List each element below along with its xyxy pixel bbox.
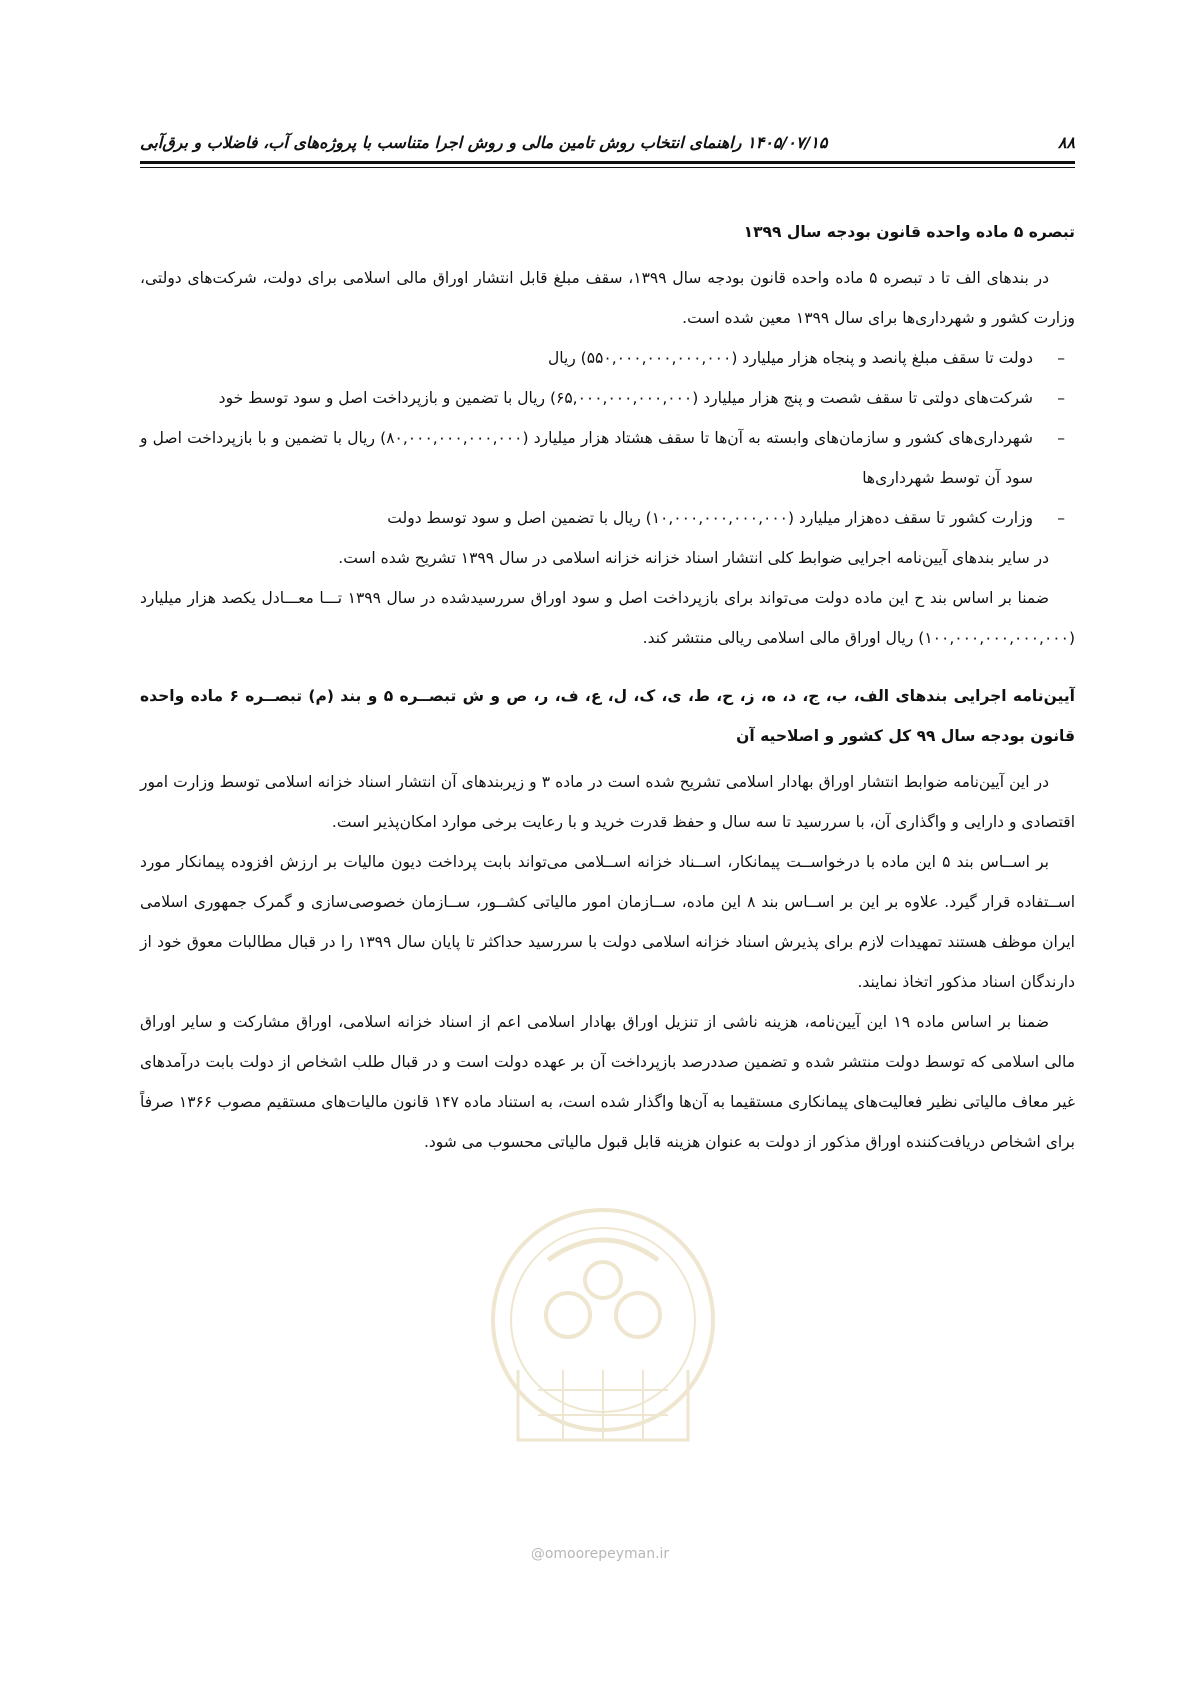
section2-paragraph-2: بر اســاس بند ۵ این ماده با درخواســت پیمانکار، اســناد خزانه اســلامی می‌تواند بابت پرداخت دیون مالیات بر ارزش افزوده پیمانکار مورد اســتفاده قرار گیرد. علاوه بر این بر اســاس بند ۸ این ماده، ســازمان امور مالیاتی کشــور، ســازمان خصوصی‌سازی و گمرک جمهوری اسلامی ایران موظف هستند تمهیدات لازم برای پذیرش اسناد خزانه اسلامی دولت با سررسید حداکثر تا پایان سال ۱۳۹۹ را در قبال مطالبات معوق خود از دارندگان اسناد مذکور اتخاذ نمایند. (140, 853, 1076, 991)
watermark-seal-icon (478, 1200, 728, 1500)
section2-paragraph-3: ضمنا بر اساس ماده ۱۹ این آیین‌نامه، هزینه ناشی از تنزیل اوراق بهادار اسلامی اعم از اسناد خزانه اسلامی، اوراق مشارکت و سایر اوراق مالی اسلامی که توسط دولت منتشر شده و تضمین صددرصد بازپرداخت آن بر عهده دولت است و در قبال طلب اشخاص از دولت بابت درآمدهای غیر معاف مالیاتی نظیر فعالیت‌های پیمانکاری مستقیما به آن‌ها واگذار شده است، به استناد ماده ۱۴۷ قانون مالیات‌های مستقیم مصوب ۱۳۶۶ صرفاً برای اشخاص دریافت‌کننده اوراق مذکور از دولت به عنوان هزینه قابل قبول مالیاتی محسوب می شود. (140, 1013, 1075, 1151)
section2-paragraph-1: در این آیین‌نامه ضوابط انتشار اوراق بهادار اسلامی تشریح شده است در ماده ۳ و زیربندهای آن انتشار اسناد خزانه اسلامی توسط وزارت امور اقتصادی و دارایی و واگذاری آن، با سررسید تا سه سال و حفظ قدرت خرید و با رعایت برخی موارد امکان‌پذیر است. (140, 773, 1075, 831)
page-header (140, 128, 1075, 156)
list-item (140, 418, 1075, 498)
section-heading-budget-note-5: تبصره ۵ ماده واحده قانون بودجه سال ۱۳۹۹ (743, 223, 1075, 241)
list-item-text: دولت تا سقف مبلغ پانصد و پنجاه هزار میلیارد (۵۵۰,۰۰۰,۰۰۰,۰۰۰,۰۰۰) ریال (547, 349, 1033, 367)
list-item-text: شهرداری‌های کشور و سازمان‌های وابسته به آن‌ها تا سقف هشتاد هزار میلیارد (۸۰,۰۰۰,۰۰۰,۰۰۰,۰۰۰) ریال با تضمین و با بازپرداخت اصل و سود آن توسط شهرداری‌ها (140, 429, 1033, 487)
list-item (140, 498, 1075, 538)
section1-paragraph-2: در سایر بندهای آیین‌نامه اجرایی ضوابط کلی انتشار اسناد خزانه خزانه اسلامی در سال ۱۳۹۹ تشریح شده است. (338, 549, 1049, 567)
page-number: ۸۸ (1057, 132, 1075, 152)
section-heading-regulation: آیین‌نامه اجرایی بندهای الف، ب، ج، د، ه، ز، ح، ط، ی، ک، ل، ع، ف، ر، ص و ش تبصــره ۵ و بند (م) تبصــره ۶ ماده واحده قانون بودجه سال ۹۹ کل کشور و اصلاحیه آن (140, 687, 1075, 745)
dash-bullet: – (1057, 389, 1065, 407)
list-item-text: شرکت‌های دولتی تا سقف شصت و پنج هزار میلیارد (۶۵,۰۰۰,۰۰۰,۰۰۰,۰۰۰) ریال با تضمین و بازپرداخت اصل و سود توسط خود (218, 389, 1033, 407)
header-rule-thick (140, 161, 1075, 164)
section1-paragraph-3: ضمنا بر اساس بند ح این ماده دولت می‌تواند برای بازپرداخت اصل و سود اوراق سررسیدشده در سال ۱۳۹۹ تـــا معـــادل یکصد هزار میلیارد (۱۰۰,۰۰۰,۰۰۰,۰۰۰,۰۰۰) ریال اوراق مالی اسلامی ریالی منتشر کند. (140, 589, 1075, 647)
page-body (140, 212, 1075, 1162)
list-item (140, 338, 1075, 378)
issuance-cap-list (140, 338, 1075, 538)
list-item (140, 378, 1075, 418)
section1-intro: در بندهای الف تا د تبصره ۵ ماده واحده قانون بودجه سال ۱۳۹۹، سقف مبلغ قابل انتشار اوراق مالی اسلامی برای دولت، شرکت‌های دولتی، وزارت کشور و شهرداری‌ها برای سال ۱۳۹۹ معین شده است. (140, 269, 1075, 327)
dash-bullet: – (1057, 509, 1065, 527)
dash-bullet: – (1057, 349, 1065, 367)
watermark-caption: @omoorepeyman.ir (530, 1546, 670, 1562)
list-item-text: وزارت کشور تا سقف ده‌هزار میلیارد (۱۰,۰۰۰,۰۰۰,۰۰۰,۰۰۰) ریال با تضمین اصل و سود توسط دولت (387, 509, 1033, 527)
dash-bullet: – (1057, 429, 1065, 447)
header-rule-thin (140, 167, 1075, 168)
running-title: ۱۴۰۵/۰۷/۱۵ راهنمای انتخاب روش تامین مالی و روش اجرا متناسب با پروژه‌های آب، فاضلاب و برق‌آبی (140, 132, 828, 152)
